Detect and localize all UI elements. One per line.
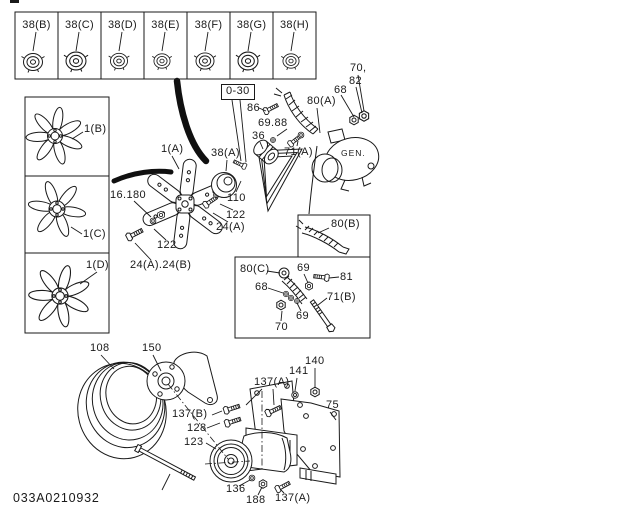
callout-71a: 71(A) [284,146,313,158]
callout-gen: GEN. [341,148,366,158]
compressor-123-drawing [210,432,291,482]
callout-80b: 80(B) [331,218,360,230]
fan-1c-drawing [28,180,87,238]
callout-1c: 1(C) [83,228,106,240]
callout-80c: 80(C) [240,263,270,275]
pulley-38b-label: 38(B) [22,19,51,31]
pulley-38d-label: 38(D) [107,19,137,31]
callout-123: 123 [184,436,204,448]
fan-1d-drawing [29,264,91,327]
callout-81: 81 [340,271,354,283]
callout-137b: 137(B) [172,408,208,420]
callout-1b: 1(B) [84,123,107,135]
callout-122: 122 [157,239,177,251]
pulley-38h-label: 38(H) [279,19,309,31]
callout-108: 108 [90,342,110,354]
callout-6988: 69.88 [258,117,288,129]
pulley-38g-label: 38(G) [236,19,267,31]
callout-75: 75 [326,399,340,411]
callout-71b: 71(B) [327,291,356,303]
callout-69: 69 [296,310,310,322]
callout-128: 128 [187,422,207,434]
callout-16180: 16.180 [110,189,147,201]
generator-drawing [312,129,383,191]
callout-136: 136 [226,483,246,495]
callout-80a: 80(A) [307,95,336,107]
callout-24a: 24(A) [216,221,245,233]
callout-140: 140 [305,355,325,367]
figure-code: 033A0210932 [13,491,100,505]
callout-110: 110 [227,192,246,204]
bolt-110-drawing [232,158,247,170]
callout-1d: 1(D) [86,259,109,271]
callout-24a24b: 24(A).24(B) [130,259,192,271]
callout-38a: 38(A) [211,147,240,159]
fan-1b-drawing [26,107,84,166]
long-bolt-137c-drawing [135,445,197,482]
callout-141: 141 [289,365,309,377]
bracket-150-drawing [147,352,217,404]
callout-70: 70 [275,321,289,333]
callout-68: 68 [334,84,348,96]
callout-030: 0-30 [221,84,255,100]
pulley-38c-label: 38(C) [64,19,94,31]
callout-1a: 1(A) [161,143,184,155]
pulley-38e-label: 38(E) [151,19,180,31]
callout-68: 68 [255,281,269,293]
pulley-38e-icon [152,54,172,70]
callout-150: 150 [142,342,162,354]
crop-mark [10,0,19,3]
pulley-38d-icon [109,53,130,70]
pulley-38f-label: 38(F) [194,19,223,31]
callout-36: 36 [252,130,266,142]
callout-82: 82 [349,75,363,87]
pulley-38b-icon [22,54,45,73]
callout-86: 86 [247,102,261,114]
callout-70: 70, [350,62,367,74]
pulley-38h-icon [281,54,301,70]
pulley-38f-icon [194,53,216,71]
callout-188: 188 [246,494,266,506]
callout-69: 69 [297,262,311,274]
callout-122: 122 [226,209,246,221]
pulley-38c-icon [64,52,88,72]
callout-137a: 137(A) [254,376,290,388]
pulley-38g-icon [236,52,260,72]
callout-137a: 137(A) [275,492,311,504]
